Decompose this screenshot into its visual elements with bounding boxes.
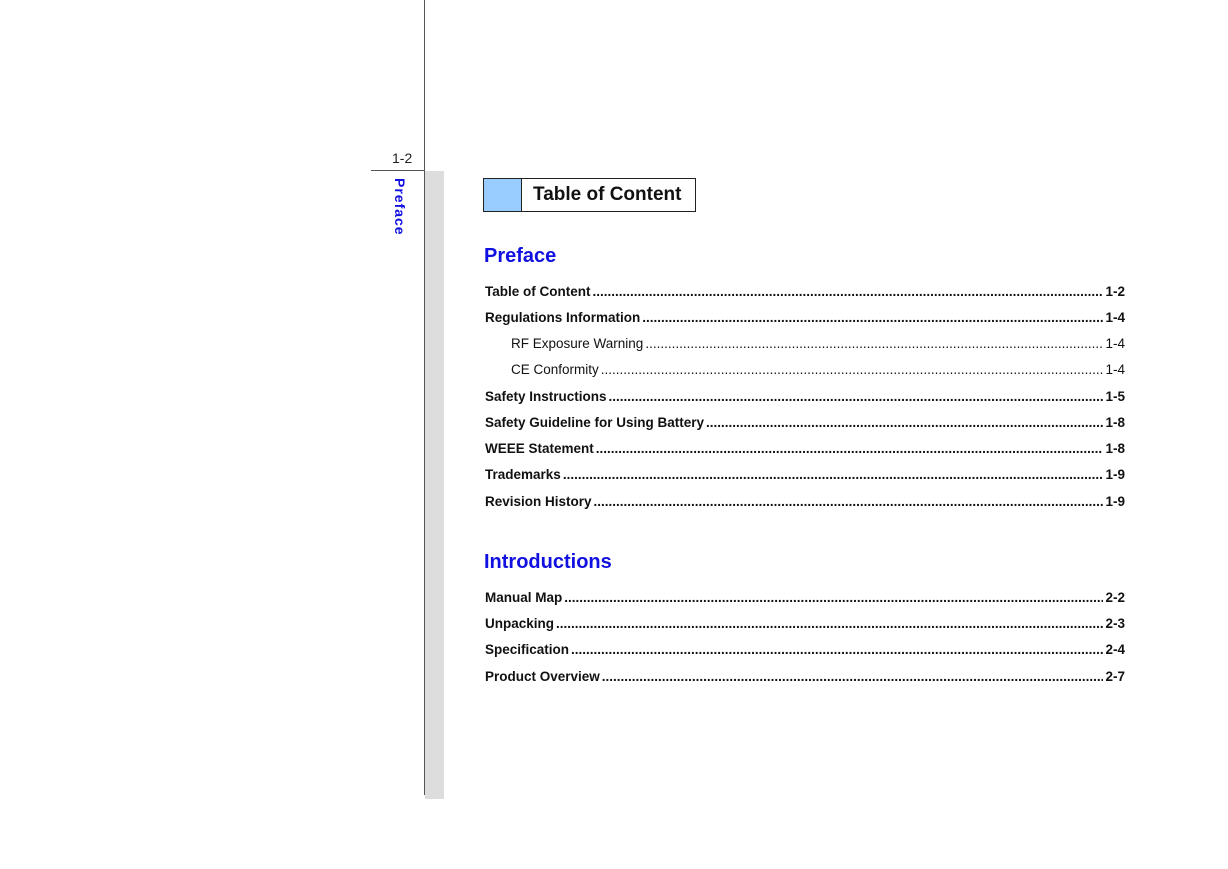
- toc-entry-label: Specification: [485, 642, 570, 657]
- toc-entry-manual-map[interactable]: [485, 590, 1125, 608]
- toc-leader-dots: [609, 389, 1104, 404]
- page-title: Table of Content: [533, 184, 682, 205]
- title-color-swatch: [484, 179, 522, 211]
- page-number: 1-2: [392, 150, 413, 166]
- toc-entry-table-of-content[interactable]: [485, 284, 1125, 302]
- toc-entry-page: 1-2: [1105, 284, 1125, 299]
- toc-entry-label: CE Conformity: [511, 362, 599, 377]
- toc-entry-page: 1-5: [1105, 389, 1125, 404]
- section-heading-introductions: Introductions: [484, 551, 612, 573]
- toc-leader-dots: [556, 616, 1103, 631]
- toc-entry-product-overview[interactable]: [485, 669, 1125, 687]
- toc-entry-page: 1-8: [1105, 441, 1125, 456]
- toc-leader-dots: [706, 415, 1103, 430]
- toc-entry-label: Safety Guideline for Using Battery: [485, 415, 705, 430]
- toc-entry-page: 1-9: [1105, 467, 1125, 482]
- section-heading-preface: Preface: [484, 245, 557, 267]
- toc-entry-safety-instructions[interactable]: [485, 389, 1125, 407]
- toc-leader-dots: [564, 590, 1103, 605]
- toc-entry-label: Safety Instructions: [485, 389, 607, 404]
- toc-entry-label: Unpacking: [485, 616, 555, 631]
- toc-entry-page: 1-9: [1105, 494, 1125, 509]
- toc-entry-page: 1-4: [1105, 310, 1125, 325]
- toc-entry-safety-guideline-battery[interactable]: [485, 415, 1125, 433]
- toc-entry-rf-exposure-warning[interactable]: [511, 336, 1125, 354]
- page-title-box: [483, 178, 696, 212]
- chapter-side-label: Preface: [392, 178, 408, 236]
- toc-entry-trademarks[interactable]: [485, 467, 1125, 485]
- toc-leader-dots: [563, 467, 1104, 482]
- margin-horizontal-rule: [371, 170, 425, 171]
- toc-entry-label: RF Exposure Warning: [511, 336, 644, 351]
- toc-entry-label: Revision History: [485, 494, 592, 509]
- toc-leader-dots: [596, 441, 1104, 456]
- toc-leader-dots: [601, 362, 1104, 377]
- toc-entry-page: 2-7: [1105, 669, 1125, 684]
- toc-entry-regulations-information[interactable]: [485, 310, 1125, 328]
- margin-grey-bar: [425, 171, 444, 799]
- toc-entry-label: Regulations Information: [485, 310, 641, 325]
- toc-entry-ce-conformity[interactable]: [511, 362, 1125, 380]
- toc-leader-dots: [645, 336, 1103, 351]
- toc-entry-revision-history[interactable]: [485, 494, 1125, 512]
- toc-entry-page: 2-2: [1105, 590, 1125, 605]
- toc-entry-label: Manual Map: [485, 590, 563, 605]
- toc-entry-page: 2-4: [1105, 642, 1125, 657]
- toc-leader-dots: [602, 669, 1104, 684]
- toc-leader-dots: [642, 310, 1103, 325]
- toc-entry-page: 1-8: [1105, 415, 1125, 430]
- toc-entry-label: WEEE Statement: [485, 441, 594, 456]
- toc-entry-page: 2-3: [1105, 616, 1125, 631]
- toc-entry-label: Product Overview: [485, 669, 600, 684]
- toc-leader-dots: [593, 284, 1104, 299]
- toc-entry-label: Trademarks: [485, 467, 561, 482]
- toc-entry-page: 1-4: [1105, 362, 1125, 377]
- toc-entry-label: Table of Content: [485, 284, 591, 299]
- toc-entry-weee-statement[interactable]: [485, 441, 1125, 459]
- toc-leader-dots: [571, 642, 1103, 657]
- toc-leader-dots: [594, 494, 1104, 509]
- toc-entry-page: 1-4: [1105, 336, 1125, 351]
- toc-entry-unpacking[interactable]: [485, 616, 1125, 634]
- toc-entry-specification[interactable]: [485, 642, 1125, 660]
